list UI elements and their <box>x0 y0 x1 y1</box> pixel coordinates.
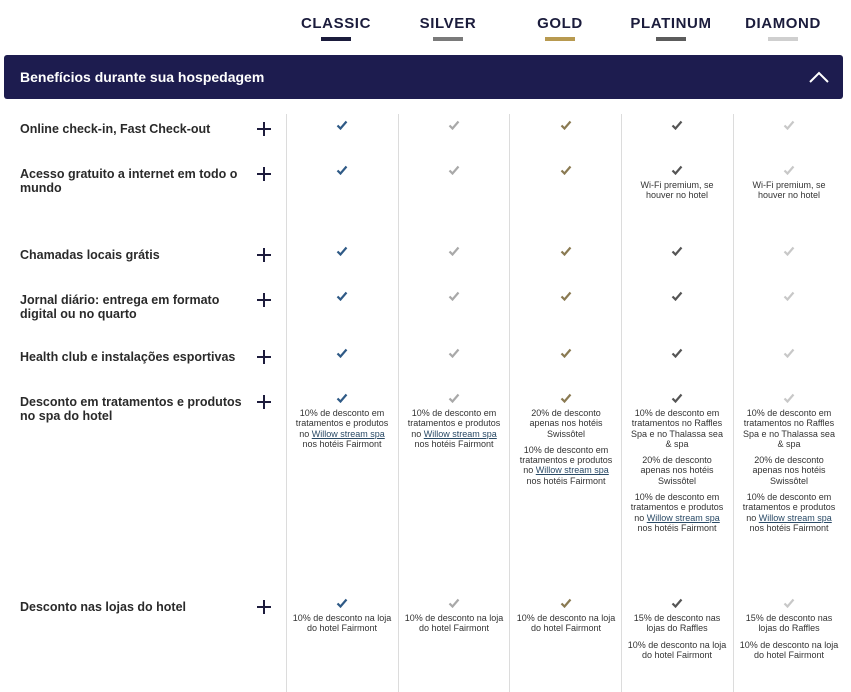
benefit-cell-classic <box>292 165 392 180</box>
checkmark-icon <box>783 120 795 130</box>
tier-platinum <box>616 15 726 41</box>
benefit-note <box>404 408 504 449</box>
willow-stream-spa-link[interactable]: Willow stream spa <box>311 428 385 439</box>
checkmark-icon <box>336 291 348 301</box>
benefit-cell-silver <box>404 348 504 363</box>
tier-header <box>0 0 851 52</box>
benefit-note: 10% de desconto em tratamentos no Raffles Spa e no Thalassa sea & spa <box>631 408 723 449</box>
tier-underline <box>321 37 351 41</box>
benefit-cell-diamond <box>739 246 839 261</box>
benefit-cell-classic <box>292 348 392 363</box>
tier-name: SILVER <box>419 15 477 32</box>
benefit-note: 10% de desconto na loja do hotel Fairmont <box>516 613 616 634</box>
benefit-cell-gold <box>516 598 616 640</box>
benefit-cell-silver <box>404 393 504 455</box>
benefit-cell-diamond <box>739 120 839 135</box>
note-text: 10% de desconto em tratamentos e produtos no <box>519 444 613 476</box>
benefit-cell-diamond <box>739 291 839 306</box>
note-text: nos hotéis Fairmont <box>749 522 829 533</box>
benefit-cell-gold <box>516 348 616 363</box>
benefit-label: Desconto em tratamentos e produtos no spa do hotel <box>20 395 242 423</box>
column-divider <box>398 114 399 692</box>
note-text: 10% de desconto em tratamentos e produtos no <box>407 408 501 439</box>
checkmark-icon <box>560 393 572 403</box>
checkmark-icon <box>448 348 460 358</box>
checkmark-icon <box>448 165 460 175</box>
chevron-up-icon[interactable] <box>807 67 831 87</box>
note-text: nos hotéis Fairmont <box>637 522 717 533</box>
note-text: nos hotéis Fairmont <box>302 438 382 449</box>
benefit-cell-classic <box>292 291 392 306</box>
benefit-note: Wi-Fi premium, se houver no hotel <box>752 180 826 201</box>
benefit-cell-gold <box>516 120 616 135</box>
expand-plus-icon[interactable] <box>256 394 272 410</box>
tier-gold <box>505 15 615 41</box>
benefit-cell-classic <box>292 393 392 455</box>
benefit-cell-diamond <box>739 393 839 539</box>
benefit-note: 20% de desconto apenas nos hotéis Swissôtel <box>529 408 603 439</box>
expand-plus-icon[interactable] <box>256 349 272 365</box>
checkmark-icon <box>783 393 795 403</box>
benefit-note: Wi-Fi premium, se houver no hotel <box>640 180 714 201</box>
note-text: nos hotéis Fairmont <box>526 475 606 486</box>
checkmark-icon <box>336 348 348 358</box>
expand-plus-icon[interactable] <box>256 292 272 308</box>
benefit-note: 15% de desconto nas lojas do Raffles <box>745 613 833 634</box>
checkmark-icon <box>336 120 348 130</box>
checkmark-icon <box>336 246 348 256</box>
benefit-cell-diamond <box>739 348 839 363</box>
tier-name: PLATINUM <box>630 15 712 32</box>
note-text: 10% de desconto em tratamentos e produtos no <box>295 408 389 439</box>
note-text: 10% de desconto em tratamentos e produtos no <box>630 492 724 523</box>
checkmark-icon <box>560 598 572 608</box>
checkmark-icon <box>560 165 572 175</box>
checkmark-icon <box>671 120 683 130</box>
tier-underline <box>545 37 575 41</box>
benefit-cell-gold <box>516 165 616 180</box>
column-divider <box>733 114 734 692</box>
benefit-cell-classic <box>292 120 392 135</box>
benefit-note <box>627 492 727 533</box>
benefit-cell-platinum <box>627 291 727 306</box>
tier-name: CLASSIC <box>300 15 372 32</box>
checkmark-icon <box>671 246 683 256</box>
benefit-cell-silver <box>404 246 504 261</box>
checkmark-icon <box>783 246 795 256</box>
tier-underline <box>768 37 798 41</box>
checkmark-icon <box>560 246 572 256</box>
benefits-table <box>0 114 851 692</box>
checkmark-icon <box>336 393 348 403</box>
tier-silver <box>393 15 503 41</box>
section-title: Benefícios durante sua hospedagem <box>20 69 265 85</box>
benefit-cell-gold <box>516 393 616 492</box>
benefit-cell-silver <box>404 165 504 180</box>
tier-diamond <box>728 15 838 41</box>
checkmark-icon <box>783 291 795 301</box>
checkmark-icon <box>671 598 683 608</box>
benefit-note: 10% de desconto na loja do hotel Fairmont <box>292 613 392 634</box>
benefit-note <box>516 445 616 486</box>
benefit-note: 10% de desconto na loja do hotel Fairmont <box>739 639 839 660</box>
benefit-cell-diamond <box>739 165 839 207</box>
benefit-cell-platinum <box>627 598 727 666</box>
checkmark-icon <box>783 165 795 175</box>
checkmark-icon <box>336 598 348 608</box>
benefit-label: Chamadas locais grátis <box>20 248 160 262</box>
checkmark-icon <box>671 348 683 358</box>
benefit-cell-platinum <box>627 393 727 539</box>
tier-name: GOLD <box>537 15 583 32</box>
column-divider <box>621 114 622 692</box>
checkmark-icon <box>448 393 460 403</box>
column-divider <box>509 114 510 692</box>
tier-underline <box>433 37 463 41</box>
checkmark-icon <box>448 598 460 608</box>
expand-plus-icon[interactable] <box>256 121 272 137</box>
willow-stream-spa-link[interactable]: Willow stream spa <box>758 512 832 523</box>
checkmark-icon <box>560 348 572 358</box>
checkmark-icon <box>336 165 348 175</box>
willow-stream-spa-link[interactable]: Willow stream spa <box>646 512 720 523</box>
expand-plus-icon[interactable] <box>256 166 272 182</box>
benefit-cell-platinum <box>627 246 727 261</box>
checkmark-icon <box>560 291 572 301</box>
checkmark-icon <box>448 291 460 301</box>
benefit-cell-platinum <box>627 120 727 135</box>
tier-underline <box>656 37 686 41</box>
expand-plus-icon[interactable] <box>256 599 272 615</box>
benefit-note: 20% de desconto apenas nos hotéis Swissôtel <box>752 455 826 486</box>
expand-plus-icon[interactable] <box>256 247 272 263</box>
note-text: nos hotéis Fairmont <box>414 438 494 449</box>
benefit-note: 10% de desconto em tratamentos no Raffles Spa e no Thalassa sea & spa <box>743 408 835 449</box>
note-text: 10% de desconto em tratamentos e produtos no <box>742 492 836 523</box>
willow-stream-spa-link[interactable]: Willow stream spa <box>423 428 497 439</box>
checkmark-icon <box>671 165 683 175</box>
benefit-cell-gold <box>516 291 616 306</box>
benefit-cell-platinum <box>627 165 727 207</box>
benefit-cell-platinum <box>627 348 727 363</box>
benefit-label: Health club e instalações esportivas <box>20 350 236 364</box>
benefit-cell-classic <box>292 598 392 640</box>
willow-stream-spa-link[interactable]: Willow stream spa <box>535 465 609 476</box>
benefit-note: 20% de desconto apenas nos hotéis Swissôtel <box>640 455 714 486</box>
benefit-note <box>739 492 839 533</box>
tier-name: DIAMOND <box>745 15 821 32</box>
benefit-label: Jornal diário: entrega em formato digital ou no quarto <box>20 293 220 321</box>
checkmark-icon <box>783 598 795 608</box>
checkmark-icon <box>448 246 460 256</box>
checkmark-icon <box>448 120 460 130</box>
benefit-note: 10% de desconto na loja do hotel Fairmont <box>627 639 727 660</box>
benefit-cell-gold <box>516 246 616 261</box>
section-header[interactable] <box>4 55 843 99</box>
checkmark-icon <box>783 348 795 358</box>
benefit-cell-silver <box>404 291 504 306</box>
benefit-note <box>292 408 392 449</box>
checkmark-icon <box>671 393 683 403</box>
tier-classic <box>281 15 391 41</box>
checkmark-icon <box>671 291 683 301</box>
benefit-note: 15% de desconto nas lojas do Raffles <box>633 613 721 634</box>
benefit-cell-silver <box>404 598 504 640</box>
benefit-label: Online check-in, Fast Check-out <box>20 122 211 136</box>
benefit-cell-diamond <box>739 598 839 666</box>
column-divider <box>286 114 287 692</box>
benefit-cell-silver <box>404 120 504 135</box>
checkmark-icon <box>560 120 572 130</box>
benefit-cell-classic <box>292 246 392 261</box>
benefit-note: 10% de desconto na loja do hotel Fairmont <box>404 613 504 634</box>
benefit-label: Acesso gratuito a internet em todo o mundo <box>20 167 238 195</box>
benefit-label: Desconto nas lojas do hotel <box>20 600 186 614</box>
